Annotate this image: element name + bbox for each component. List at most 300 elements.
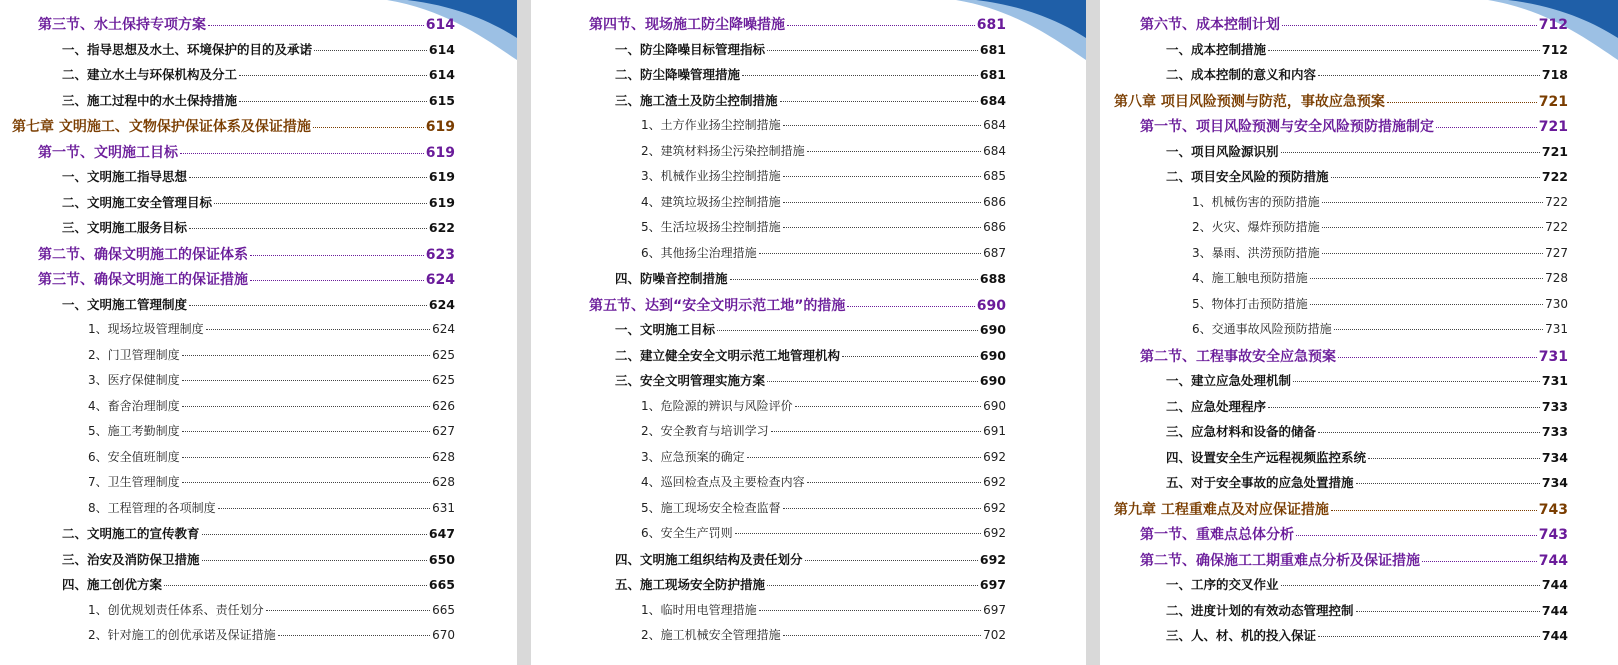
toc-entry-page-number: 712 [1541,41,1568,57]
toc-dot-leader [206,329,430,330]
toc-dot-leader [747,457,981,458]
toc-dot-leader [1331,510,1537,511]
toc-dot-leader [735,533,981,534]
toc-entry-page-number: 686 [983,194,1006,209]
toc-page-1 [0,0,517,665]
toc-entry-item[interactable] [531,65,1086,91]
toc-entry-sub[interactable] [1100,218,1618,244]
toc-dot-leader [767,50,978,51]
toc-entry-title: 2、针对施工的创优承诺及保证措施 [88,628,276,642]
toc-entry-title: 7、卫生管理制度 [88,475,180,489]
toc-dot-leader [250,255,424,256]
toc-entry-sub[interactable] [1100,269,1618,295]
toc-dot-leader [202,560,427,561]
toc-dot-leader [787,25,975,26]
toc-entry-section[interactable] [531,14,1086,40]
toc-entry-page-number: 615 [428,92,455,108]
toc-entry-item[interactable] [0,295,517,321]
toc-entry-title: 1、创优规划责任体系、责任划分 [88,602,264,617]
toc-entry-item[interactable] [0,167,517,193]
toc-entry-page-number: 722 [1541,169,1568,184]
toc-entry-page-number: 685 [983,169,1006,183]
toc-entry-title: 二、防尘降噪管理措施 [615,67,741,82]
toc-entry-title: 四、防噪音控制措施 [615,271,728,286]
toc-entry-page-number: 614 [428,67,455,82]
toc-entry-chapter[interactable] [1100,91,1618,117]
toc-dot-leader [1310,278,1543,279]
toc-entry-page-number: 619 [425,144,455,161]
toc-dot-leader [239,75,427,76]
toc-entry-page-number: 614 [428,41,455,57]
toc-entry-title: 1、机械伤害的预防措施 [1192,194,1320,209]
toc-dot-leader [1281,152,1540,153]
toc-entry-title: 三、施工过程中的水土保持措施 [62,92,238,108]
toc-dot-leader [1356,611,1540,612]
toc-entry-section[interactable] [0,142,517,168]
toc-list [531,14,1086,652]
toc-entry-sub[interactable] [531,397,1086,423]
toc-dot-leader [218,508,430,509]
toc-entry-title: 三、治安及消防保卫措施 [62,551,200,567]
toc-entry-page-number: 622 [428,220,455,235]
toc-entry-title: 一、文明施工指导思想 [62,169,188,184]
toc-dot-leader [189,228,427,229]
toc-dot-leader [266,610,430,611]
toc-dot-leader [180,153,424,154]
toc-entry-title: 一、项目风险源识别 [1166,143,1279,159]
toc-entry-title: 二、建立水土与环保机构及分工 [62,67,238,82]
toc-entry-title: 6、其他扬尘治理措施 [641,245,757,260]
toc-entry-item[interactable] [0,575,517,601]
toc-entry-section[interactable] [0,244,517,270]
toc-entry-page-number: 628 [432,475,455,489]
toc-dot-leader [1318,432,1540,433]
toc-entry-title: 一、文明施工管理制度 [62,296,188,312]
toc-entry-title: 第六节、成本控制计划 [1140,17,1280,33]
toc-dot-leader [805,560,978,561]
toc-entry-title: 4、施工触电预防措施 [1192,271,1308,285]
toc-entry-title: 二、进度计划的有效动态管理控制 [1166,602,1354,618]
toc-entry-sub[interactable] [531,601,1086,627]
toc-dot-leader [759,253,981,254]
toc-dot-leader [278,635,430,636]
toc-entry-page-number: 647 [428,526,455,541]
toc-entry-title: 第一节、项目风险预测与安全风险预防措施制定 [1140,119,1434,135]
toc-entry-title: 第三节、水土保持专项方案 [38,17,206,33]
toc-entry-title: 一、文明施工目标 [615,322,716,337]
toc-dot-leader [182,406,430,407]
toc-dot-leader [1322,227,1543,228]
toc-entry-title: 6、安全生产罚则 [641,526,733,540]
toc-dot-leader [847,306,974,307]
toc-entry-chapter[interactable] [1100,499,1618,525]
toc-entry-section[interactable] [1100,116,1618,142]
toc-dot-leader [783,125,981,126]
toc-entry-page-number: 690 [983,398,1006,413]
toc-entry-page-number: 692 [983,500,1006,515]
toc-entry-item[interactable] [1100,65,1618,91]
toc-entry-item[interactable] [531,91,1086,117]
toc-entry-page-number: 721 [1541,143,1568,159]
toc-entry-title: 一、防尘降噪目标管理指标 [615,41,766,57]
toc-entry-page-number: 684 [983,143,1006,158]
toc-entry-title: 1、危险源的辨识与风险评价 [641,398,793,413]
toc-dot-leader [208,25,424,26]
toc-entry-title: 5、生活垃圾扬尘控制措施 [641,220,781,234]
toc-dot-leader [182,457,430,458]
toc-dot-leader [807,151,981,152]
toc-entry-title: 2、建筑材料扬尘污染控制措施 [641,143,805,158]
toc-dot-leader [1296,535,1537,536]
toc-dot-leader [1387,102,1537,103]
toc-entry-page-number: 681 [976,17,1006,33]
toc-entry-title: 第二节、工程事故安全应急预案 [1140,348,1336,365]
toc-entry-page-number: 697 [979,577,1006,592]
toc-entry-sub[interactable] [1100,193,1618,219]
toc-entry-title: 第五节、达到“安全文明示范工地”的措施 [589,297,846,314]
toc-entry-sub[interactable] [531,142,1086,168]
toc-entry-sub[interactable] [531,499,1086,525]
toc-entry-title: 6、安全值班制度 [88,449,180,464]
toc-dot-leader [1318,636,1540,637]
toc-entry-title: 第二节、确保施工工期重难点分析及保证措施 [1140,552,1420,569]
toc-entry-sub[interactable] [531,193,1086,219]
toc-entry-page-number: 684 [979,92,1006,108]
toc-dot-leader [742,75,978,76]
toc-entry-item[interactable] [531,550,1086,576]
toc-dot-leader [189,305,427,306]
toc-entry-page-number: 744 [1541,628,1568,643]
toc-entry-page-number: 688 [979,271,1006,286]
toc-dot-leader [182,482,430,483]
toc-list [1100,14,1618,652]
toc-entry-sub[interactable] [0,473,517,499]
toc-entry-page-number: 744 [1541,602,1568,618]
toc-entry-section[interactable] [0,14,517,40]
toc-entry-title: 2、施工机械安全管理措施 [641,628,781,642]
toc-entry-page-number: 670 [432,628,455,642]
toc-entry-page-number: 614 [425,17,455,33]
toc-entry-title: 五、施工现场安全防护措施 [615,577,766,592]
toc-entry-title: 3、机械作业扬尘控制措施 [641,169,781,183]
toc-entry-item[interactable] [1100,626,1618,652]
toc-entry-sub[interactable] [531,626,1086,652]
toc-entry-title: 第九章 工程重难点及对应保证措施 [1114,501,1329,518]
toc-dot-leader [717,330,978,331]
toc-entry-item[interactable] [531,346,1086,372]
toc-entry-title: 5、施工考勤制度 [88,424,180,438]
toc-entry-sub[interactable] [531,116,1086,142]
toc-dot-leader [1293,381,1540,382]
toc-entry-sub[interactable] [531,448,1086,474]
toc-entry-title: 2、门卫管理制度 [88,347,180,362]
toc-entry-sub[interactable] [1100,295,1618,321]
toc-entry-page-number: 731 [1545,322,1568,336]
toc-entry-item[interactable] [1100,40,1618,66]
toc-entry-item[interactable] [0,91,517,117]
toc-entry-page-number: 733 [1541,398,1568,414]
toc-entry-page-number: 625 [432,373,455,387]
toc-dot-leader [1268,407,1540,408]
toc-entry-title: 1、临时用电管理措施 [641,602,757,617]
toc-entry-page-number: 743 [1538,501,1568,518]
toc-dot-leader [1422,561,1537,562]
toc-entry-page-number: 722 [1545,194,1568,209]
toc-entry-page-number: 624 [432,322,455,336]
toc-entry-sub[interactable] [0,397,517,423]
toc-entry-sub[interactable] [531,422,1086,448]
toc-entry-page-number: 734 [1541,449,1568,465]
toc-dot-leader [189,177,427,178]
toc-page-3 [1100,0,1618,665]
toc-entry-page-number: 691 [983,424,1006,438]
toc-entry-page-number: 744 [1541,577,1568,592]
toc-entry-title: 一、指导思想及水土、环境保护的目的及承诺 [62,41,313,57]
toc-entry-page-number: 722 [1545,220,1568,234]
toc-entry-page-number: 684 [983,118,1006,132]
toc-entry-page-number: 628 [432,449,455,464]
toc-entry-title: 五、对于安全事故的应急处置措施 [1166,475,1354,490]
toc-entry-item[interactable] [0,550,517,576]
toc-entry-item[interactable] [0,65,517,91]
toc-entry-sub[interactable] [0,499,517,525]
toc-entry-title: 3、应急预案的确定 [641,449,745,464]
toc-entry-page-number: 692 [983,475,1006,489]
toc-entry-page-number: 690 [979,347,1006,363]
toc-entry-sub[interactable] [0,346,517,372]
toc-entry-page-number: 619 [428,169,455,184]
toc-entry-item[interactable] [531,371,1086,397]
toc-entry-page-number: 727 [1545,245,1568,260]
toc-entry-sub[interactable] [531,218,1086,244]
toc-entry-page-number: 619 [425,119,455,135]
toc-dot-leader [780,101,978,102]
toc-entry-title: 6、交通事故风险预防措施 [1192,322,1332,336]
toc-entry-page-number: 721 [1538,93,1568,110]
toc-entry-title: 8、工程管理的各项制度 [88,500,216,515]
toc-entry-page-number: 728 [1545,271,1568,285]
toc-entry-sub[interactable] [531,473,1086,499]
toc-entry-title: 三、安全文明管理实施方案 [615,373,766,388]
toc-dot-leader [1334,329,1543,330]
toc-entry-page-number: 702 [983,628,1006,642]
toc-entry-title: 一、工序的交叉作业 [1166,577,1279,592]
toc-entry-title: 二、建立健全安全文明示范工地管理机构 [615,347,841,363]
toc-entry-item[interactable] [1100,142,1618,168]
toc-entry-page-number: 681 [979,41,1006,57]
toc-dot-leader [842,356,978,357]
toc-dot-leader [783,508,981,509]
toc-entry-title: 四、施工创优方案 [62,577,163,592]
toc-entry-item[interactable] [1100,601,1618,627]
toc-entry-title: 1、土方作业扬尘控制措施 [641,118,781,132]
toc-entry-chapter[interactable] [0,116,517,142]
toc-dot-leader [1318,75,1540,76]
toc-entry-title: 二、文明施工的宣传教育 [62,526,200,541]
toc-dot-leader [1322,253,1543,254]
toc-entry-page-number: 712 [1538,17,1568,33]
toc-dot-leader [1268,50,1540,51]
toc-dot-leader [807,482,981,483]
toc-entry-title: 一、建立应急处理机制 [1166,373,1292,388]
toc-entry-title: 二、文明施工安全管理目标 [62,194,213,210]
toc-dot-leader [1436,127,1537,128]
toc-entry-title: 三、应急材料和设备的储备 [1166,424,1317,439]
toc-entry-page-number: 731 [1538,348,1568,365]
toc-entry-page-number: 731 [1541,373,1568,388]
toc-dot-leader [250,280,424,281]
toc-entry-page-number: 690 [976,297,1006,314]
toc-entry-page-number: 692 [983,449,1006,464]
toc-dot-leader [783,176,981,177]
toc-entry-section[interactable] [1100,346,1618,372]
toc-entry-section[interactable] [1100,14,1618,40]
toc-entry-page-number: 721 [1538,119,1568,135]
toc-entry-item[interactable] [0,40,517,66]
toc-entry-title: 二、项目安全风险的预防措施 [1166,169,1329,184]
toc-dot-leader [1331,177,1540,178]
toc-dot-leader [730,279,978,280]
toc-entry-page-number: 681 [979,67,1006,82]
toc-entry-title: 三、人、材、机的投入保证 [1166,628,1317,643]
toc-entry-title: 二、应急处理程序 [1166,398,1267,414]
toc-entry-page-number: 624 [428,296,455,312]
toc-entry-sub[interactable] [0,371,517,397]
toc-entry-title: 第七章 文明施工、文物保护保证体系及保证措施 [12,119,311,135]
toc-entry-title: 第一节、文明施工目标 [38,144,178,161]
toc-entry-title: 2、火灾、爆炸预防措施 [1192,220,1320,234]
toc-dot-leader [182,431,430,432]
toc-entry-title: 四、设置安全生产远程视频监控系统 [1166,449,1367,465]
toc-entry-page-number: 626 [432,398,455,413]
toc-entry-title: 第一节、重难点总体分析 [1140,527,1294,543]
toc-dot-leader [182,355,430,356]
toc-entry-title: 四、文明施工组织结构及责任划分 [615,551,803,567]
toc-dot-leader [783,227,981,228]
toc-entry-sub[interactable] [0,448,517,474]
toc-dot-leader [314,50,427,51]
toc-entry-page-number: 690 [979,322,1006,337]
toc-entry-item[interactable] [1100,371,1618,397]
toc-dot-leader [164,585,427,586]
toc-dot-leader [1310,304,1543,305]
toc-entry-page-number: 650 [428,551,455,567]
toc-entry-sub[interactable] [0,601,517,627]
toc-entry-item[interactable] [531,320,1086,346]
toc-entry-page-number: 625 [432,347,455,362]
toc-entry-page-number: 690 [979,373,1006,388]
toc-entry-title: 第四节、现场施工防尘降噪措施 [589,17,785,33]
toc-entry-page-number: 692 [979,551,1006,567]
toc-dot-leader [1282,25,1537,26]
toc-page-2 [531,0,1086,665]
toc-entry-sub[interactable] [1100,320,1618,346]
toc-entry-section[interactable] [1100,524,1618,550]
toc-entry-sub[interactable] [1100,244,1618,270]
toc-dot-leader [1338,357,1537,358]
toc-entry-section[interactable] [0,269,517,295]
toc-entry-sub[interactable] [0,626,517,652]
toc-dot-leader [1322,202,1543,203]
toc-entry-title: 4、畜舍治理制度 [88,398,180,413]
toc-entry-page-number: 623 [425,246,455,263]
toc-entry-item[interactable] [0,218,517,244]
toc-dot-leader [214,203,427,204]
toc-dot-leader [1281,585,1540,586]
toc-entry-page-number: 631 [432,500,455,515]
toc-entry-page-number: 624 [425,272,455,288]
toc-entry-item[interactable] [531,269,1086,295]
toc-dot-leader [1368,458,1540,459]
toc-entry-item[interactable] [1100,473,1618,499]
toc-entry-title: 3、暴雨、洪涝预防措施 [1192,245,1320,260]
toc-entry-item[interactable] [531,575,1086,601]
toc-entry-title: 5、施工现场安全检查监督 [641,500,781,515]
toc-entry-page-number: 692 [983,526,1006,540]
toc-entry-page-number: 718 [1541,67,1568,82]
toc-entry-page-number: 743 [1538,527,1568,543]
toc-entry-sub[interactable] [531,524,1086,550]
toc-dot-leader [239,101,427,102]
toc-entry-page-number: 665 [428,577,455,592]
toc-entry-page-number: 619 [428,194,455,210]
toc-list [0,14,517,652]
toc-entry-title: 三、文明施工服务目标 [62,220,188,235]
toc-entry-item[interactable] [1100,448,1618,474]
toc-entry-title: 2、安全教育与培训学习 [641,424,769,438]
toc-entry-page-number: 744 [1538,552,1568,569]
toc-dot-leader [202,534,427,535]
toc-entry-page-number: 627 [432,424,455,438]
toc-entry-sub[interactable] [0,422,517,448]
toc-dot-leader [759,610,981,611]
toc-dot-leader [1356,483,1540,484]
toc-entry-title: 4、巡回检查点及主要检查内容 [641,475,805,489]
toc-entry-item[interactable] [1100,422,1618,448]
toc-entry-sub[interactable] [0,320,517,346]
toc-entry-page-number: 697 [983,602,1006,617]
toc-entry-item[interactable] [0,193,517,219]
toc-entry-item[interactable] [1100,575,1618,601]
toc-entry-title: 3、医疗保健制度 [88,373,180,387]
toc-entry-page-number: 734 [1541,475,1568,490]
toc-entry-section[interactable] [531,295,1086,321]
toc-entry-section[interactable] [1100,550,1618,576]
toc-entry-item[interactable] [0,524,517,550]
toc-entry-page-number: 730 [1545,296,1568,311]
toc-entry-page-number: 686 [983,220,1006,234]
toc-dot-leader [783,202,981,203]
toc-entry-sub[interactable] [531,244,1086,270]
toc-dot-leader [795,406,981,407]
toc-entry-item[interactable] [531,40,1086,66]
toc-entry-sub[interactable] [531,167,1086,193]
toc-dot-leader [313,127,424,128]
toc-entry-page-number: 665 [432,602,455,617]
toc-entry-item[interactable] [1100,397,1618,423]
toc-entry-title: 一、成本控制措施 [1166,41,1267,57]
toc-entry-item[interactable] [1100,167,1618,193]
toc-entry-title: 三、施工渣土及防尘控制措施 [615,92,778,108]
toc-entry-title: 第二节、确保文明施工的保证体系 [38,246,248,263]
toc-dot-leader [767,585,978,586]
toc-entry-title: 1、现场垃圾管理制度 [88,322,204,336]
toc-entry-title: 第八章 项目风险预测与防范，事故应急预案 [1114,93,1385,110]
toc-dot-leader [767,381,978,382]
toc-entry-page-number: 733 [1541,424,1568,439]
toc-entry-title: 二、成本控制的意义和内容 [1166,67,1317,82]
toc-entry-page-number: 687 [983,245,1006,260]
